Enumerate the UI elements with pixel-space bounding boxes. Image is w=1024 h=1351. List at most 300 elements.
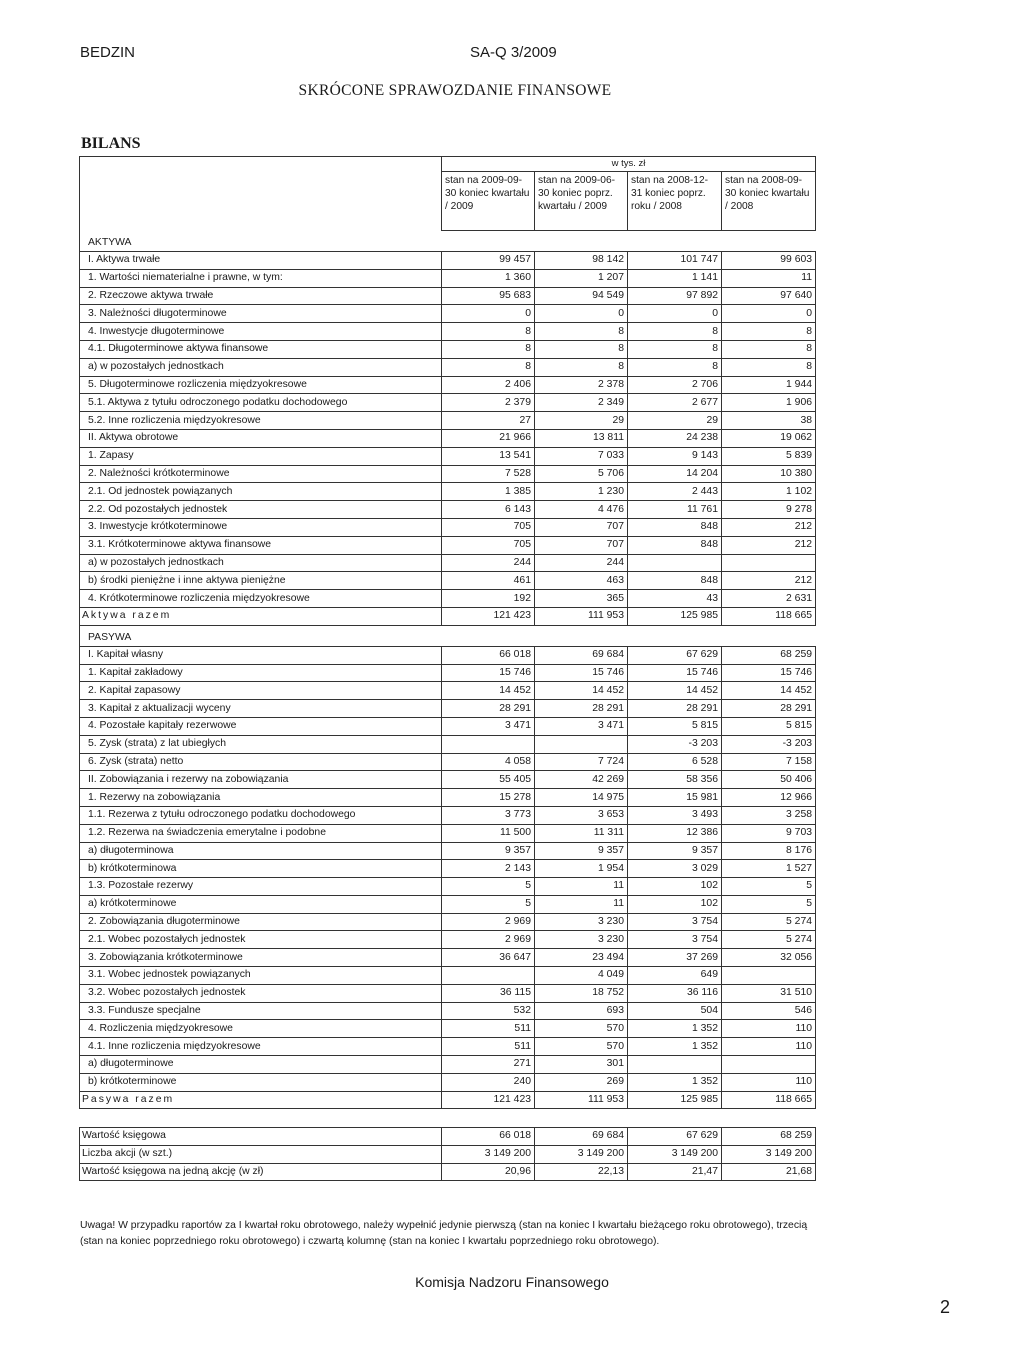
cell-value [722,231,816,252]
cell-value: 0 [628,305,722,323]
cell-value: 5 [722,895,816,913]
cell-value: 14 452 [442,682,535,700]
cell-value: 24 238 [628,429,722,447]
table-row [80,554,816,572]
cell-value: 28 291 [628,700,722,718]
cell-value: 28 291 [442,700,535,718]
cell-value: 67 629 [628,1128,722,1146]
cell-value: 8 [722,323,816,341]
cell-value: 38 [722,412,816,430]
column-header-2: stan na 2009-06-30 koniec poprz. kwartału / 2009 [535,172,628,231]
row-label: b) krótkoterminowe [80,1073,442,1091]
table-row [80,536,816,554]
cell-value: 28 291 [722,700,816,718]
row-label: 3. Inwestycje krótkoterminowe [80,518,442,536]
cell-value: 212 [722,572,816,590]
cell-value: 28 291 [535,700,628,718]
cell-value: 2 378 [535,376,628,394]
cell-value: 6 528 [628,753,722,771]
table-row [80,824,816,842]
row-label: II. Zobowiązania i rezerwy na zobowiązania [80,771,442,789]
table-row [80,1056,816,1074]
cell-value: 8 [535,340,628,358]
table-row [80,518,816,536]
header-company: BEDZIN [80,44,136,61]
column-header-3: stan na 2008-12-31 koniec poprz. roku / 2008 [628,172,722,231]
cell-value [628,554,722,572]
cell-value: 15 746 [628,664,722,682]
row-label: a) w pozostałych jednostkach [80,554,442,572]
cell-value: 5 274 [722,931,816,949]
cell-value: 20,96 [442,1163,535,1181]
cell-value: 7 724 [535,753,628,771]
cell-value: 461 [442,572,535,590]
cell-value: 212 [722,518,816,536]
cell-value: 463 [535,572,628,590]
table-row [80,931,816,949]
cell-value: 9 278 [722,501,816,519]
table-row [80,269,816,287]
cell-value: 29 [628,412,722,430]
cell-value: 58 356 [628,771,722,789]
cell-value: 1 906 [722,394,816,412]
cell-value: 570 [535,1038,628,1056]
cell-value: 705 [442,518,535,536]
table-row [80,1073,816,1091]
cell-value: 110 [722,1073,816,1091]
cell-value: 848 [628,572,722,590]
table-row [80,664,816,682]
column-header-1: stan na 2009-09-30 koniec kwartału / 2009 [442,172,535,231]
row-label: II. Aktywa obrotowe [80,429,442,447]
row-label: Liczba akcji (w szt.) [80,1145,442,1163]
cell-value: 15 746 [722,664,816,682]
cell-value: 9 357 [628,842,722,860]
row-label: 3. Kapitał z aktualizacji wyceny [80,700,442,718]
cell-value: 97 640 [722,287,816,305]
cell-value: 8 [442,358,535,376]
cell-value: 8 [535,358,628,376]
cell-value: 1 352 [628,1073,722,1091]
cell-value: 5 815 [722,717,816,735]
table-row [80,231,816,252]
cell-value: 23 494 [535,949,628,967]
cell-value: 118 665 [722,1091,816,1109]
cell-value: 9 143 [628,447,722,465]
table-row [80,789,816,807]
cell-value: 32 056 [722,949,816,967]
cell-value: 2 349 [535,394,628,412]
footer-text [0,1274,1024,1290]
cell-value: 271 [442,1056,535,1074]
cell-value: 4 476 [535,501,628,519]
cell-value: 5 839 [722,447,816,465]
row-label: 4. Krótkoterminowe rozliczenia międzyokresowe [80,590,442,608]
cell-value: 3 230 [535,931,628,949]
table-row [80,646,816,664]
section-title: BILANS [81,135,141,152]
cell-value: 301 [535,1056,628,1074]
cell-value [628,1056,722,1074]
cell-value [722,625,816,646]
table-row [80,682,816,700]
unit-row-blank [80,157,442,172]
row-label: Wartość księgowa na jedną akcję (w zł) [80,1163,442,1181]
cell-value: 97 892 [628,287,722,305]
table-row [80,465,816,483]
table-row [80,842,816,860]
cell-value: 21,68 [722,1163,816,1181]
table-row [80,305,816,323]
cell-value: 14 452 [722,682,816,700]
cell-value: 15 278 [442,789,535,807]
table-row [80,340,816,358]
row-label: 5.1. Aktywa z tytułu odroczonego podatku dochodowego [80,394,442,412]
cell-value: 19 062 [722,429,816,447]
cell-value: 102 [628,878,722,896]
table-row [80,376,816,394]
cell-value [628,231,722,252]
cell-value: 1 141 [628,269,722,287]
cell-value: 11 [535,878,628,896]
row-label: 2.1. Od jednostek powiązanych [80,483,442,501]
summary-row [80,1163,816,1181]
cell-value [535,625,628,646]
table-row [80,753,816,771]
cell-value: 14 204 [628,465,722,483]
cell-value: 110 [722,1038,816,1056]
cell-value: 3 653 [535,806,628,824]
cell-value: 14 975 [535,789,628,807]
cell-value: 11 761 [628,501,722,519]
row-label: 2. Należności krótkoterminowe [80,465,442,483]
table-row [80,1002,816,1020]
cell-value: 111 953 [535,1091,628,1109]
row-label: 4. Rozliczenia międzyokresowe [80,1020,442,1038]
row-label: AKTYWA [80,231,442,252]
cell-value: 11 [535,895,628,913]
cell-value: 269 [535,1073,628,1091]
footer-label: Komisja Nadzoru Finansowego [415,1274,609,1290]
cell-value: 5 [722,878,816,896]
cell-value: 8 [722,340,816,358]
cell-value: 7 033 [535,447,628,465]
cell-value: 3 029 [628,860,722,878]
row-label: 1.3. Pozostałe rezerwy [80,878,442,896]
row-label: 3.2. Wobec pozostałych jednostek [80,984,442,1002]
table-row [80,590,816,608]
row-label: 3. Należności długoterminowe [80,305,442,323]
column-header-blank [80,172,442,231]
table-row [80,700,816,718]
table-row [80,429,816,447]
cell-value: 36 647 [442,949,535,967]
cell-value: 0 [722,305,816,323]
page-number: 2 [940,1297,951,1317]
cell-value: 13 811 [535,429,628,447]
cell-value: 12 966 [722,789,816,807]
table-row [80,913,816,931]
balance-sheet-table [79,156,816,1109]
cell-value: 5 [442,895,535,913]
cell-value: 118 665 [722,607,816,625]
cell-value: 3 149 200 [535,1145,628,1163]
cell-value: 43 [628,590,722,608]
table-row [80,572,816,590]
cell-value: 7 528 [442,465,535,483]
cell-value: 6 143 [442,501,535,519]
cell-value: -3 203 [722,735,816,753]
cell-value: 707 [535,518,628,536]
cell-value: 1 352 [628,1020,722,1038]
cell-value: 121 423 [442,607,535,625]
cell-value: 1 360 [442,269,535,287]
cell-value: 3 471 [442,717,535,735]
summary-row [80,1145,816,1163]
cell-value [722,1056,816,1074]
table-row [80,447,816,465]
cell-value [628,625,722,646]
cell-value: 0 [442,305,535,323]
row-label: 4. Pozostałe kapitały rezerwowe [80,717,442,735]
cell-value: 2 443 [628,483,722,501]
cell-value: 2 406 [442,376,535,394]
cell-value [442,231,535,252]
cell-value: 121 423 [442,1091,535,1109]
cell-value: 55 405 [442,771,535,789]
row-label: 1.1. Rezerwa z tytułu odroczonego podatku dochodowego [80,806,442,824]
table-row [80,287,816,305]
cell-value: 504 [628,1002,722,1020]
row-label: 3. Zobowiązania krótkoterminowe [80,949,442,967]
column-header-4: stan na 2008-09-30 koniec kwartału / 2008 [722,172,816,231]
cell-value: 212 [722,536,816,554]
cell-value: 94 549 [535,287,628,305]
row-label: 2. Rzeczowe aktywa trwałe [80,287,442,305]
cell-value: 21,47 [628,1163,722,1181]
row-label: 1. Wartości niematerialne i prawne, w tym: [80,269,442,287]
cell-value: 102 [628,895,722,913]
cell-value: 125 985 [628,607,722,625]
cell-value: 1 352 [628,1038,722,1056]
note-text: Uwaga! W przypadku raportów za I kwartał roku obrotowego, należy wypełnić jedynie pierwszą (stan na koniec I kwartału bieżącego roku obrotowego), trzecią (stan na koniec poprzedniego roku obrotowego) i czwartą kolumnę (stan na koniec I kwartału poprzedniego roku obrotowego). [80,1220,808,1247]
cell-value: 69 684 [535,1128,628,1146]
cell-value: 4 058 [442,753,535,771]
cell-value [442,735,535,753]
cell-value: 3 773 [442,806,535,824]
cell-value: 9 703 [722,824,816,842]
row-label: b) środki pieniężne i inne aktywa pieniężne [80,572,442,590]
cell-value: 15 746 [442,664,535,682]
table-row [80,323,816,341]
cell-value: 2 706 [628,376,722,394]
row-label: 1. Zapasy [80,447,442,465]
cell-value: 5 [442,878,535,896]
cell-value: 36 116 [628,984,722,1002]
table-row [80,895,816,913]
row-label: 2.2. Od pozostałych jednostek [80,501,442,519]
cell-value: 1 527 [722,860,816,878]
table-row [80,806,816,824]
cell-value: 1 102 [722,483,816,501]
table-row [80,483,816,501]
row-label: 4.1. Długoterminowe aktywa finansowe [80,340,442,358]
cell-value: 3 149 200 [442,1145,535,1163]
cell-value: 5 815 [628,717,722,735]
row-label: 1. Kapitał zakładowy [80,664,442,682]
row-label: 2. Kapitał zapasowy [80,682,442,700]
table-row [80,717,816,735]
cell-value: 1 230 [535,483,628,501]
cell-value: 8 [722,358,816,376]
cell-value: 693 [535,1002,628,1020]
cell-value: 7 158 [722,753,816,771]
row-label: a) krótkoterminowe [80,895,442,913]
row-label: 1. Rezerwy na zobowiązania [80,789,442,807]
cell-value: 848 [628,536,722,554]
cell-value: 69 684 [535,646,628,664]
cell-value: 67 629 [628,646,722,664]
cell-value: 8 [628,323,722,341]
table-row [80,358,816,376]
cell-value: 66 018 [442,1128,535,1146]
cell-value: 14 452 [628,682,722,700]
row-label: a) długoterminowe [80,1056,442,1074]
row-label: 5. Zysk (strata) z lat ubiegłych [80,735,442,753]
cell-value: 3 493 [628,806,722,824]
cell-value: 2 969 [442,913,535,931]
table-row [80,394,816,412]
cell-value: 705 [442,536,535,554]
cell-value: 22,13 [535,1163,628,1181]
cell-value: 8 [535,323,628,341]
cell-value: 2 677 [628,394,722,412]
cell-value: 27 [442,412,535,430]
cell-value: 3 754 [628,931,722,949]
table-row [80,1038,816,1056]
row-label: a) długoterminowa [80,842,442,860]
row-label: Wartość księgowa [80,1128,442,1146]
cell-value: 12 386 [628,824,722,842]
cell-value: 99 457 [442,252,535,270]
cell-value: 125 985 [628,1091,722,1109]
cell-value: 244 [442,554,535,572]
cell-value: 532 [442,1002,535,1020]
cell-value: 3 754 [628,913,722,931]
cell-value: 570 [535,1020,628,1038]
cell-value: 5 274 [722,913,816,931]
row-label: 6. Zysk (strata) netto [80,753,442,771]
column-header-row [80,172,816,231]
cell-value: 68 259 [722,646,816,664]
cell-value: 2 969 [442,931,535,949]
cell-value: 1 954 [535,860,628,878]
cell-value: 3 471 [535,717,628,735]
row-label: 4.1. Inne rozliczenia międzyokresowe [80,1038,442,1056]
cell-value: 5 706 [535,465,628,483]
table-row [80,735,816,753]
cell-value: 11 [722,269,816,287]
unit-label: w tys. zł [442,157,816,172]
table-row [80,252,816,270]
cell-value: 99 603 [722,252,816,270]
cell-value: 36 115 [442,984,535,1002]
cell-value: 42 269 [535,771,628,789]
cell-value: 8 176 [722,842,816,860]
cell-value: 244 [535,554,628,572]
book-value-table [79,1127,816,1181]
row-label: 3.3. Fundusze specjalne [80,1002,442,1020]
cell-value: 707 [535,536,628,554]
cell-value: 3 258 [722,806,816,824]
cell-value: 37 269 [628,949,722,967]
cell-value: 0 [535,305,628,323]
summary-row [80,1128,816,1146]
cell-value: 649 [628,967,722,985]
cell-value [535,735,628,753]
cell-value: 110 [722,1020,816,1038]
cell-value: 8 [442,323,535,341]
cell-value: 10 380 [722,465,816,483]
table-row [80,967,816,985]
cell-value: 1 944 [722,376,816,394]
cell-value: 8 [628,358,722,376]
row-label: 2. Zobowiązania długoterminowe [80,913,442,931]
table-row [80,771,816,789]
cell-value: 68 259 [722,1128,816,1146]
cell-value: 8 [442,340,535,358]
cell-value: 15 746 [535,664,628,682]
table-row [80,412,816,430]
row-label: PASYWA [80,625,442,646]
row-label: 4. Inwestycje długoterminowe [80,323,442,341]
cell-value: 2 379 [442,394,535,412]
row-label: 5.2. Inne rozliczenia międzyokresowe [80,412,442,430]
cell-value: 511 [442,1020,535,1038]
row-label: 2.1. Wobec pozostałych jednostek [80,931,442,949]
cell-value: 1 207 [535,269,628,287]
row-label: a) w pozostałych jednostkach [80,358,442,376]
cell-value: 15 981 [628,789,722,807]
cell-value [442,625,535,646]
cell-value: 1 385 [442,483,535,501]
cell-value: -3 203 [628,735,722,753]
row-label: Aktywa razem [80,607,442,625]
header-report-code: SA-Q 3/2009 [470,44,557,61]
cell-value: 2 143 [442,860,535,878]
cell-value: 546 [722,1002,816,1020]
cell-value: 29 [535,412,628,430]
cell-value: 98 142 [535,252,628,270]
cell-value: 95 683 [442,287,535,305]
table-row [80,607,816,625]
document-title: SKRÓCONE SPRAWOZDANIE FINANSOWE [298,82,612,99]
cell-value: 21 966 [442,429,535,447]
cell-value [722,967,816,985]
cell-value [535,231,628,252]
cell-value: 18 752 [535,984,628,1002]
cell-value: 240 [442,1073,535,1091]
row-label: I. Aktywa trwałe [80,252,442,270]
table-row [80,984,816,1002]
cell-value: 511 [442,1038,535,1056]
cell-value: 4 049 [535,967,628,985]
cell-value: 14 452 [535,682,628,700]
row-label: 5. Długoterminowe rozliczenia międzyokresowe [80,376,442,394]
cell-value: 101 747 [628,252,722,270]
table-row [80,878,816,896]
cell-value: 11 311 [535,824,628,842]
